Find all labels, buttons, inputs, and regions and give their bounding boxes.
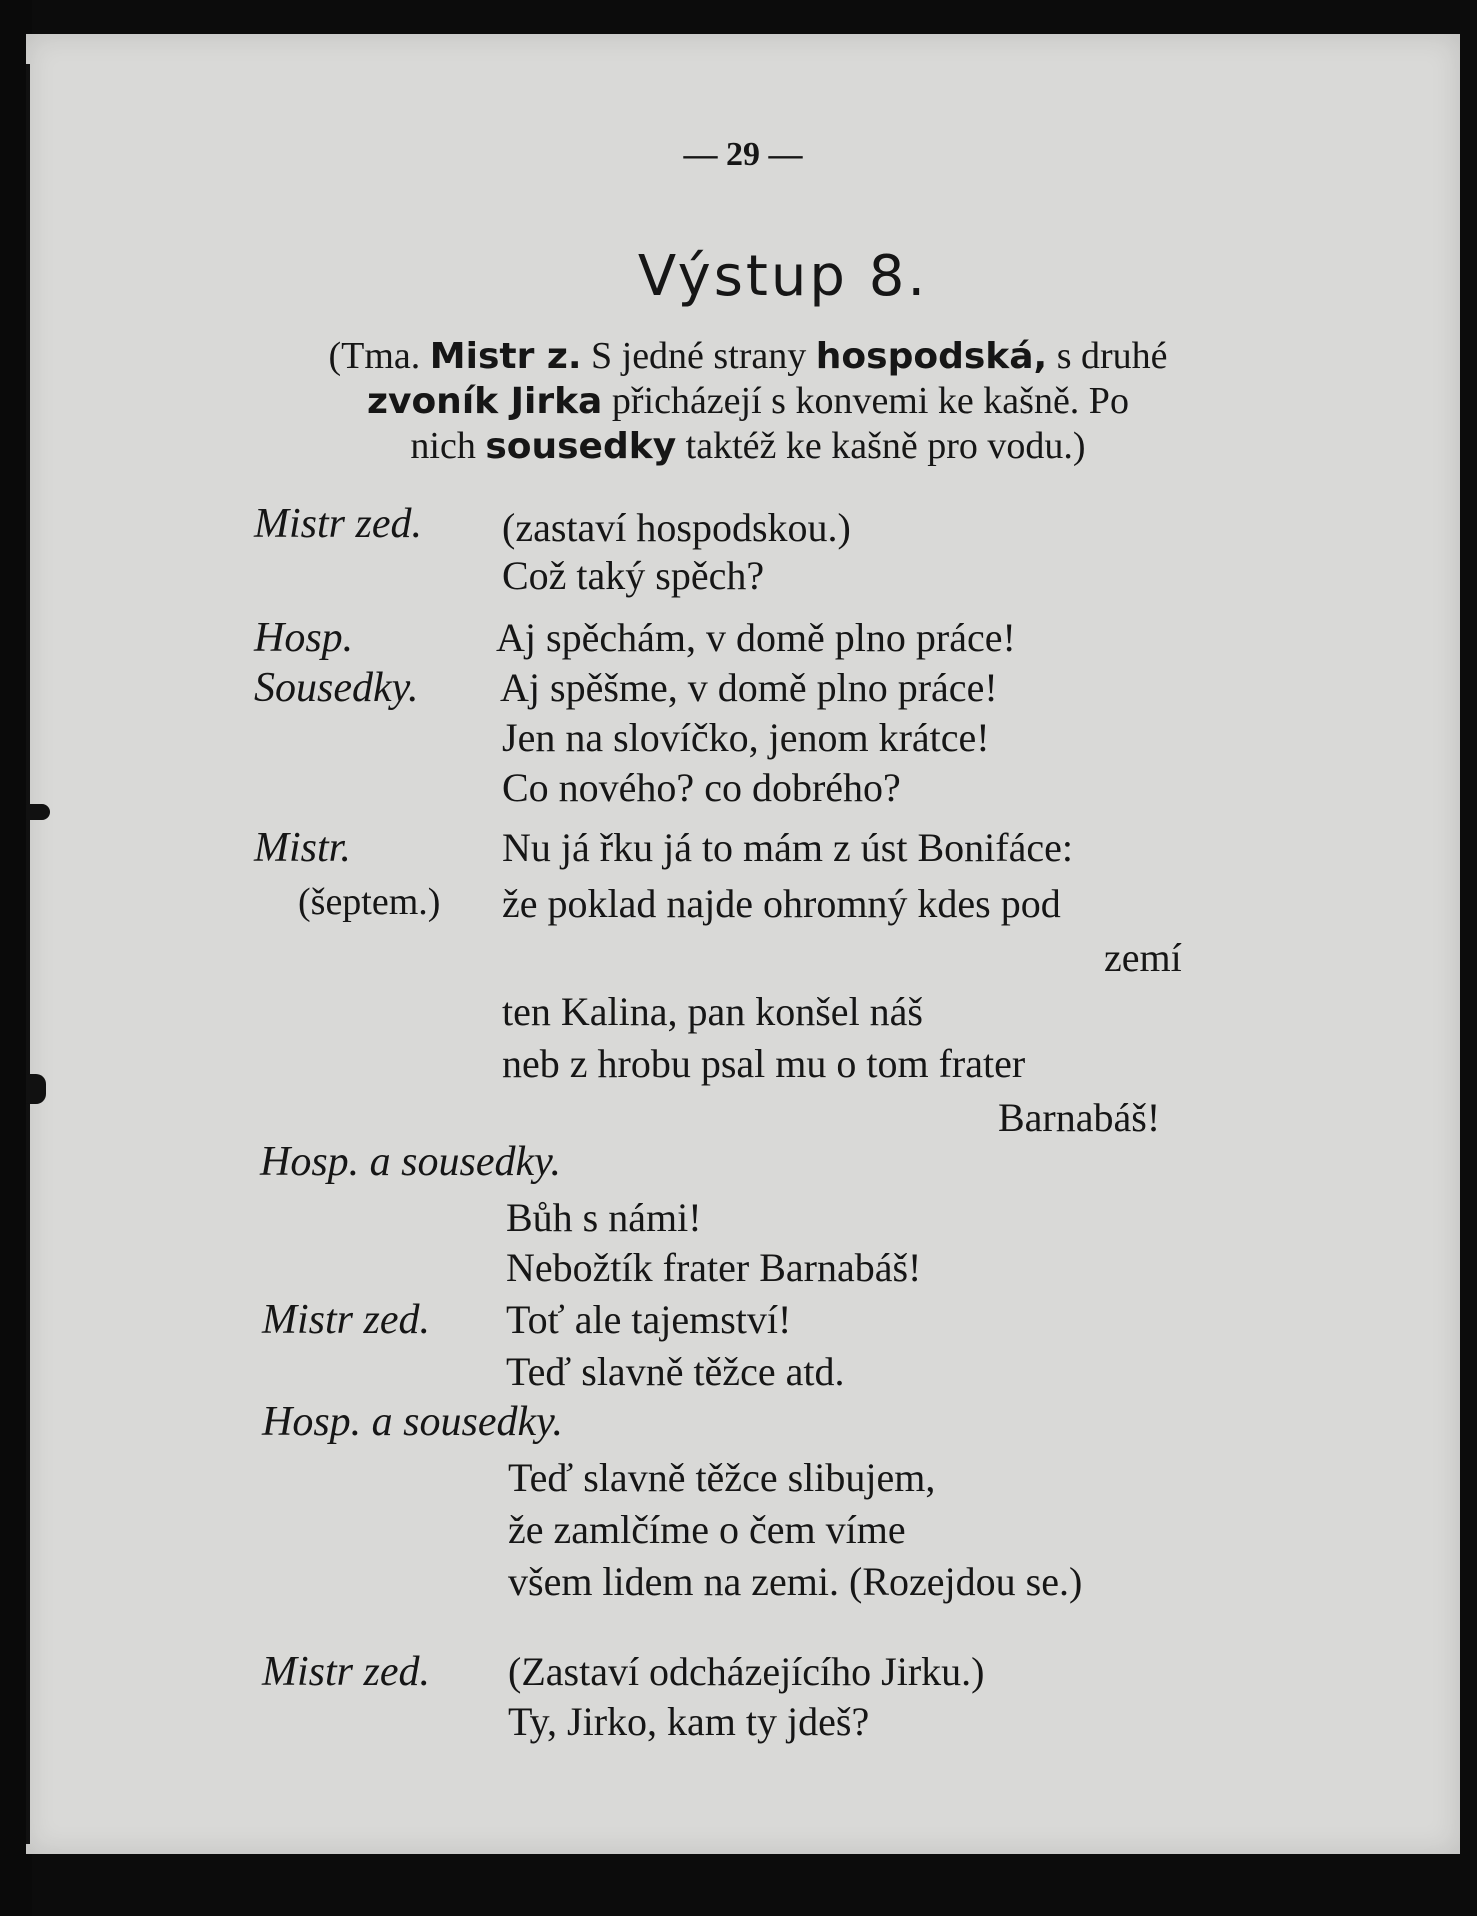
dialogue-line: Teď slavně těžce atd. bbox=[506, 1349, 845, 1394]
dialogue-line: Bůh s námi! bbox=[506, 1195, 702, 1240]
stage-direction-line: (Tma. Mistr z. S jedné strany hospodská, s druhé bbox=[328, 335, 1168, 377]
dialogue-line: (zastaví hospodskou.) bbox=[502, 505, 851, 550]
stage-direction bbox=[248, 334, 1248, 469]
stage-direction-line: nich sousedky taktéž ke kašně pro vodu.) bbox=[410, 425, 1086, 467]
speaker-label: (šeptem.) bbox=[298, 881, 441, 923]
dialogue-line: Což taký spěch? bbox=[502, 553, 765, 598]
dialogue-line: Teď slavně těžce slibujem, bbox=[508, 1455, 936, 1500]
dialogue-line: všem lidem na zemi. (Rozejdou se.) bbox=[508, 1559, 1083, 1604]
speaker-label: Mistr zed. bbox=[262, 1297, 430, 1343]
book-page bbox=[26, 34, 1460, 1854]
margin-rule bbox=[26, 64, 30, 1844]
dialogue-line: Co nového? co dobrého? bbox=[502, 765, 901, 810]
dialogue-line: neb z hrobu psal mu o tom frater bbox=[502, 1041, 1026, 1086]
dialogue-line: Jen na slovíčko, jenom krátce! bbox=[502, 715, 990, 760]
dialogue-line: Nebožtík frater Barnabáš! bbox=[506, 1245, 922, 1290]
dialogue-line: Aj spěšme, v domě plno práce! bbox=[500, 665, 998, 710]
speaker-label: Hosp. a sousedky. bbox=[260, 1139, 561, 1185]
speaker-label: Mistr zed. bbox=[254, 501, 422, 547]
dialogue-line: zemí bbox=[1104, 935, 1182, 980]
margin-ink-mark bbox=[26, 804, 50, 820]
dialogue-line: Toť ale tajemství! bbox=[506, 1297, 792, 1342]
dialogue-line: že poklad najde ohromný kdes pod bbox=[502, 881, 1061, 926]
speaker-label: Hosp. a sousedky. bbox=[262, 1399, 563, 1445]
dialogue-line: (Zastaví odcházejícího Jirku.) bbox=[508, 1649, 985, 1694]
dialogue-line: ten Kalina, pan konšel náš bbox=[502, 989, 923, 1034]
scene-title: Výstup 8. bbox=[637, 244, 929, 309]
dialogue-line: Ty, Jirko, kam ty jdeš? bbox=[508, 1699, 870, 1744]
speaker-label: Mistr. bbox=[254, 825, 351, 871]
speaker-label: Sousedky. bbox=[254, 665, 419, 711]
dialogue-line: Nu já řku já to mám z úst Bonifáce: bbox=[502, 825, 1073, 870]
speaker-label: Mistr zed. bbox=[262, 1649, 430, 1695]
dialogue-line: Barnabáš! bbox=[998, 1095, 1161, 1140]
dialogue-line: že zamlčíme o čem víme bbox=[508, 1507, 906, 1552]
page-number: — 29 — bbox=[683, 136, 803, 173]
dialogue-line: Aj spěchám, v domě plno práce! bbox=[496, 615, 1016, 660]
stage-direction-line: zvoník Jirka přicházejí s konvemi ke kašně. Po bbox=[367, 380, 1129, 422]
speaker-label: Hosp. bbox=[254, 615, 354, 661]
margin-ink-mark bbox=[26, 1074, 46, 1104]
